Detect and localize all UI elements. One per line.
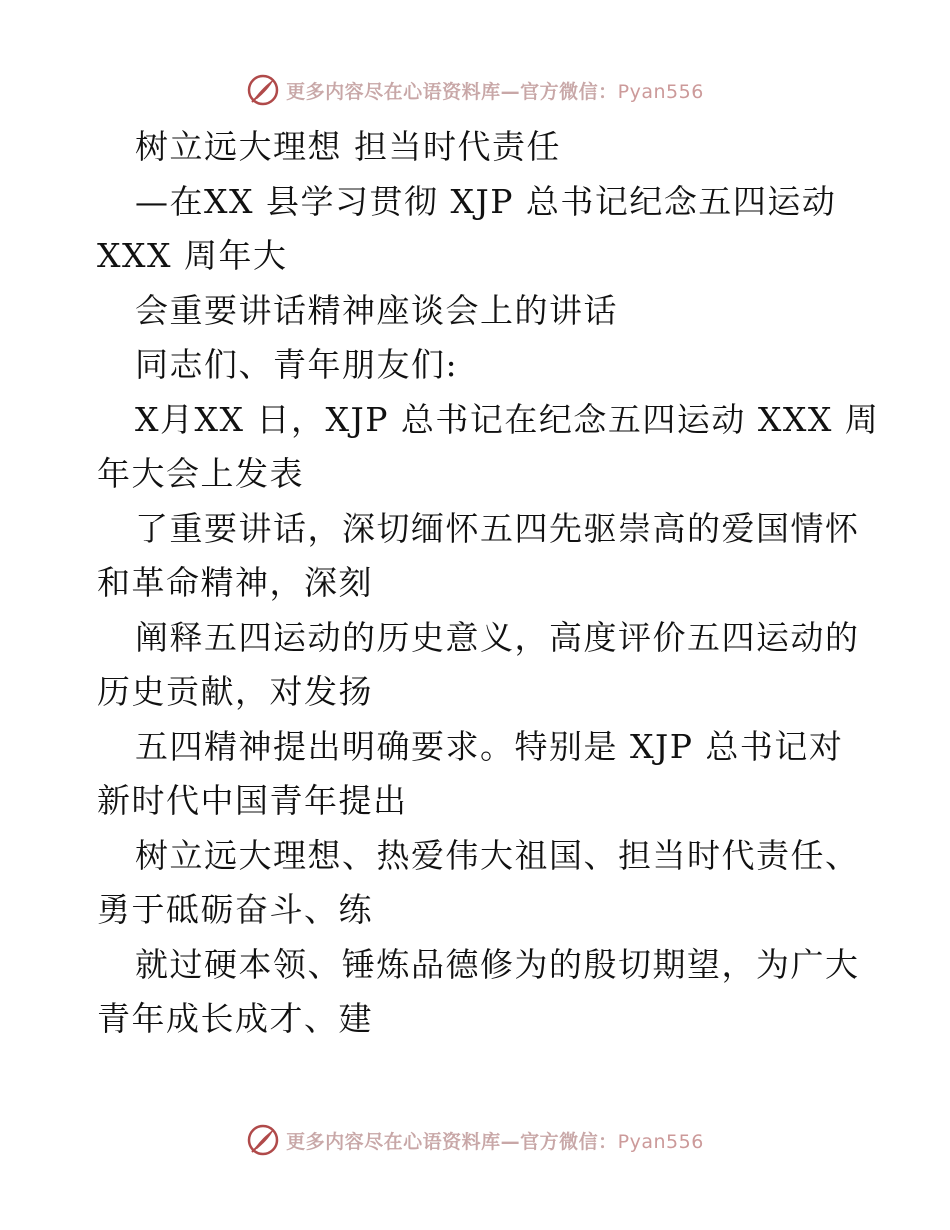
document-line: 新时代中国青年提出 — [97, 781, 408, 820]
watermark-label: 更多内容尽在心语资料库—官方微信： — [286, 80, 618, 103]
quill-logo-icon — [246, 1123, 280, 1157]
document-body — [97, 120, 880, 1047]
document-line: 就过硬本领、锤炼品德修为的殷切期望，为广大 — [135, 944, 860, 984]
document-line: 会重要讲话精神座谈会上的讲话 — [135, 290, 618, 330]
watermark-text — [286, 1127, 704, 1154]
document-line: 历史贡献，对发扬 — [97, 672, 373, 711]
document-line: 勇于砥砺奋斗、练 — [97, 890, 373, 929]
document-line: 同志们、青年朋友们: — [135, 345, 459, 384]
watermark-bottom — [0, 1120, 950, 1160]
document-line: 树立远大理想 担当时代责任 — [135, 127, 561, 166]
watermark-label: 更多内容尽在心语资料库—官方微信： — [286, 1130, 618, 1153]
watermark-wechat-id: Pyan556 — [617, 1130, 704, 1153]
watermark-wechat-id: Pyan556 — [617, 80, 704, 103]
document-line: X月XX 日，XJP 总书记在纪念五四运动 XXX 周 — [135, 399, 880, 439]
quill-logo-icon — [246, 73, 280, 107]
document-line: 了重要讲话，深切缅怀五四先驱崇高的爱国情怀 — [135, 508, 860, 548]
document-line: 五四精神提出明确要求。特别是 XJP 总书记对 — [135, 726, 844, 766]
document-line: 青年成长成才、建 — [97, 999, 373, 1038]
document-line: 树立远大理想、热爱伟大祖国、担当时代责任、 — [135, 835, 860, 875]
watermark-text — [286, 77, 704, 104]
document-line: 和革命精神，深刻 — [97, 563, 373, 602]
document-line: 年大会上发表 — [97, 454, 304, 493]
document-line: —在XX 县学习贯彻 XJP 总书记纪念五四运动 — [135, 181, 837, 221]
watermark-top — [0, 70, 950, 110]
document-line: 阐释五四运动的历史意义，高度评价五四运动的 — [135, 617, 860, 657]
document-line: XXX 周年大 — [97, 236, 288, 275]
